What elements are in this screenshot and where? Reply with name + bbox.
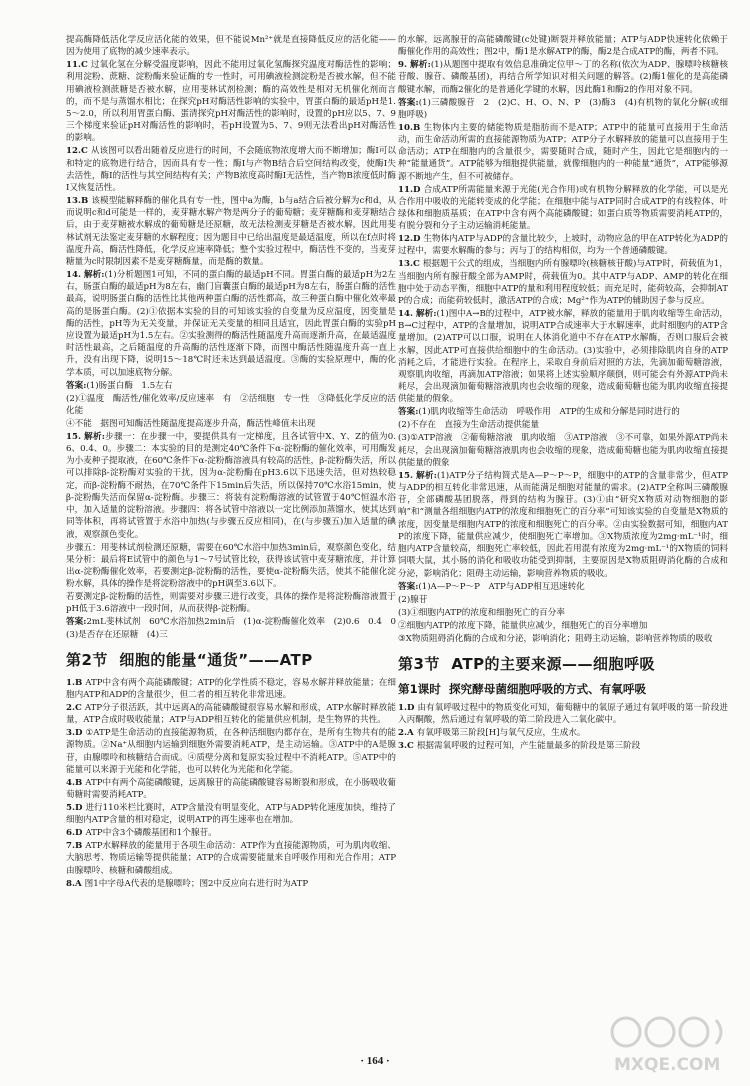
- answer-paragraph: [398, 34, 728, 58]
- answer-paragraph: [66, 542, 396, 591]
- answer-text: 合成ATP所需能量来源于光能(光合作用)或有机物分解释放的化学能，可以是光合作用中吸收的光能转变成的化学能；在细胞中能与ATP同时合成ATP的有线粒体、叶绿体和细胞质基质；在ATP中含有两个高能磷酸键；如蛋白质等物质需要消耗ATP的，有脱分裂和分子主动运输消耗能量。: [398, 184, 728, 232]
- answer-paragraph: [398, 184, 728, 233]
- answer-text: 提高酶降低活化学反应活化能的效果，但不能说Mn²⁺就是直接降低反应的活化能——因为使用了底物的减少速率表示。: [66, 35, 396, 58]
- question-number: 13.B: [66, 196, 89, 207]
- answer-paragraph: [398, 122, 728, 183]
- answer-text: (3)①细胞内ATP的浓度和细胞死亡的百分率: [398, 607, 565, 618]
- answer-label: 答案:: [398, 407, 419, 418]
- answer-text: 步骤一：在步骤一中，要提供具有一定梯度，且各试管中X、Y、Z的值为0.6、0.4、0。步骤二：本实验的目的是测定40℃条件下α-淀粉酶的催化效率，可用酶发为小麦种子提取液，在60℃条件下α-淀粉酶溶液具有较高的活性，β-淀粉酶失活，所以可以排除β-淀粉酶对实验的干扰，因为α-淀粉酶在pH3.6以下迅速失活，但对热较稳定，而β-淀粉酶不耐热，在70℃条件下15min后失活，所以保持70℃水浴15min，使β-淀粉酶失活而保留α-淀粉酶。步骤三：将装有淀粉酶溶液的试管置于40℃恒温水浴中，加入适量的淀粉溶液。步骤四：将各试管中溶液以一定比例添加蒸馏水，使其达到同等体积，再将试管置于水浴中加热(与步骤五反应相同)，在(与步骤五)加入适量的碘液，观察颜色变化。: [66, 431, 396, 540]
- answer-text: ATP中含3个磷酸基团和1个腺苷。: [85, 828, 217, 839]
- answer-text: (1)肌肉收缩等生命活动 呼吸作用 ATP的生成和分解是同时进行的: [418, 407, 680, 418]
- answer-paragraph: [66, 34, 396, 58]
- question-number: 6.D: [66, 828, 83, 839]
- answer-text: (1)A—P～P～P ATP与ADP相互迅速转化: [418, 581, 585, 592]
- question-number: 3.C: [398, 740, 414, 751]
- answer-text: 该模型能解释酶的催化具有专一性，图中a为酶，b与a结合后被分解为c和d，从而说明c和d可能是一样的，麦芽糖水解产物是两分子的葡萄糖；麦芽糖酶和麦芽糖结合后，由于麦芽糖被水解成的葡萄糖是还原糖，故无法检测麦芽糖是否被水解，因此用斐林试剂无法鉴定麦芽糖的水解程度；因为题目中已给出温度是最适温度，所以在f点时将温度升高，酶活性降低，化学反应速率降低；整个实验过程中，酶活性不变的，当麦芽糖量为c时限制因素不是麦芽糖酶量，而是酶的数量。: [66, 196, 396, 268]
- section-heading-atp: [66, 649, 396, 671]
- answer-text: ②细胞内ATP的浓度下降，能量供应减少，细胞死亡的百分率增加: [398, 620, 648, 631]
- question-number: 13.C: [398, 259, 420, 270]
- question-number: 14.: [66, 270, 81, 281]
- answer-paragraph: [398, 59, 728, 96]
- answer-text: (1)从题图中提取有效信息准确定位甲～丁的名称(依次为ADP、腺嘌呤核糖核苷酸、腺苷、磷酸基团)，再结合所学知识对相关问题的解答。(2)酶1催化的是高能磷酸键水解，而酶2催化的是普通化学键的水解，因此酶1和酶2的作用对象不同。: [398, 60, 728, 95]
- lesson-title: 探究酵母菌细胞呼吸的方式、有氧呼吸: [448, 681, 647, 696]
- question-number: 11.C: [66, 60, 88, 71]
- answer-text: (1)ATP分子结构简式是A—P～P～P，细胞中的ATP的含量非常少，但ATP与ADP的相互转化非常迅速，从而能满足细胞对能量的需求。(2)ATP全称叫三磷酸腺苷，全部磷酸基团脱落，得到的结构为腺苷。(3)①由“研究X物质对动物细胞的影响”和“测量各组细胞内ATP的浓度和细胞死亡的百分率”可知该实验的自变量是X物质的浓度，因变量是细胞内ATP的浓度和细胞死亡的百分率。②由实验数据可知，细胞内ATP的浓度下降，能量供应减少，使细胞死亡率增加。③X物质浓度为2mg·mL⁻¹时，细胞内ATP含量较高，细胞死亡率较低，因此若用混有浓度为2mg·mL⁻¹的X物质的饲料饲喂大鼠，其小肠的消化和吸收功能受到抑制，主要原因是X物质阻碍消化酶的合成和分泌，影响消化；阻碍主动运输，影响营养物质的吸收。: [398, 470, 728, 579]
- question-number: 5.D: [66, 802, 83, 813]
- section-prefix: 第3节: [398, 654, 440, 673]
- question-number: 14.: [398, 309, 413, 320]
- answer-text: (2)不存在 直接为生命活动提供能量: [398, 420, 540, 431]
- answer-text: 根据需氧呼吸的过程可知，产生能量最多的阶段是第三阶段: [416, 740, 641, 751]
- answer-label: 解析:: [415, 309, 437, 320]
- section-heading-respiration: [398, 653, 728, 675]
- answer-paragraph: [398, 97, 728, 121]
- answer-text: 进行110米栏比赛时，ATP含量没有明显变化，ATP与ADP转化速度加快，维持了细胞内ATP含量的相对稳定，说明ATP的再生速率也在增加。: [66, 802, 396, 826]
- question-number: 15.: [66, 431, 81, 442]
- answer-paragraph: [398, 740, 728, 752]
- answer-text: 若要测定β-淀粉酶的活性，则需要对步骤三进行改变，具体的操作是将淀粉酶溶液置于pH低于3.6溶液中一段时间，从而获得β-淀粉酶。: [66, 592, 396, 615]
- answer-paragraph: [66, 380, 396, 392]
- answer-paragraph: [66, 677, 396, 701]
- answer-paragraph: [398, 308, 728, 406]
- answer-paragraph: [66, 591, 396, 615]
- answer-paragraph: [66, 616, 396, 640]
- answer-text: ATP水解释放的能量用于各项生命活动：ATP作为直接能源物质，可为肌肉收缩、大脑思考、物质运输等提供能量；ATP的合成需要能量来自呼吸作用和光合作用；ATP由腺嘌呤、核糖和磷酸组成。: [66, 841, 396, 876]
- answer-text: 由有氧呼吸过程中的物质变化可知，葡萄糖中的氧原子通过有氧呼吸的第一阶段进入丙酮酸，然后通过有氧呼吸的第二阶段进入二氧化碳中。: [398, 702, 728, 725]
- answer-text: ATP分子很活跃，其中远离A的高能磷酸键很容易水解和形成，ATP水解时释放能量，ATP合成时吸收能量；ATP与ADP相互转化的能量供应机制，是生物界的共性。: [66, 702, 396, 726]
- answer-paragraph: [66, 840, 396, 877]
- question-number: 7.B: [66, 841, 83, 852]
- section2-answers: [66, 677, 396, 890]
- answer-text: ④不能 据图可知酶活性随温度提高逐步升高，酶活性峰值未出现: [66, 418, 316, 429]
- answer-text: 根据题干公式的组成，当细胞内所有腺嘌呤(核糖核苷酸)与ATP时，荷载值为1，当细胞内所有腺苷酸全部为AMP时，荷载值为0。其中ATP与ADP、AMP的转化在细胞中处于动态平衡，细胞中ATP的量和利用程度较低；而充足时，能荷较高，会抑制ATP的合成；而能荷较低时，激活ATP的合成；Mg²⁺作为ATP的辅助因子参与反应。: [398, 259, 728, 307]
- answer-text: 图1中字母A代表的是腺嘌呤；图2中反应向右进行时为ATP: [84, 878, 309, 889]
- answer-paragraph: [398, 432, 728, 469]
- answer-paragraph: [398, 633, 728, 645]
- answer-text: 步骤五：用斐林试剂检测还原糖，需要在60℃水浴中加热3min后，观察颜色变化，结果分析：最后将E试管中的颜色与1～7号试管比较，获得该试管中麦芽糖浓度，并计算出α-淀粉酶催化效率，若要测定β-淀粉酶的活性，要使α-淀粉酶失活，使其不能催化淀粉水解，具体的操作是将淀粉溶液中的pH调至3.6以下。: [66, 542, 396, 590]
- answer-paragraph: [66, 418, 396, 430]
- question-number: 11.D: [398, 184, 421, 195]
- question-number: 2.C: [66, 702, 82, 713]
- answer-paragraph: [66, 269, 396, 379]
- answer-text: 生物体内ATP与ADP的含量比较少，上坡时，动物应急的甲在ATP转化为ADP的过程中，需要水解酶的参与；丙与丁的结构相似，均为一个普通磷酸键。: [398, 234, 728, 257]
- question-number: 1.B: [66, 677, 83, 688]
- answer-text: 2mL斐林试剂 60℃水浴加热2min后 (1)α-淀粉酶催化效率 (2)0.6 0.4 0 (3)是否存在还原糖 (4)三: [66, 617, 396, 640]
- answer-paragraph: [66, 727, 396, 776]
- question-number: 8.A: [66, 878, 82, 889]
- question-number: 3.D: [66, 728, 83, 739]
- question-number: 1.D: [398, 702, 415, 713]
- answer-paragraph: [66, 59, 396, 144]
- answer-paragraph: [398, 406, 728, 418]
- section-title: 细胞的能量“通货”——ATP: [119, 650, 313, 669]
- answer-paragraph: [398, 258, 728, 307]
- answer-text: 有氧呼吸第三阶段[H]与氧气反应，生成水。: [416, 727, 586, 738]
- answer-text: (2)①温度 酶活性/催化效率/反应速率 有 ②活细胞 专一性 ③降低化学反应的活化能: [66, 393, 396, 416]
- answer-paragraph: [398, 620, 728, 632]
- question-number: 2.A: [398, 727, 414, 738]
- section-prefix: 第2节: [66, 650, 108, 669]
- page-number-value: 164: [366, 1055, 384, 1067]
- answer-paragraph: [66, 145, 396, 194]
- answer-text: ①ATP是生命活动的直接能源物质，在各种活细胞内都存在，是所有生物共有的能源物质。②Na⁺从细胞内运输到细胞外需要消耗ATP，是主动运输。③ATP中的A是腺苷，由腺嘌呤和核糖结合而成。④质壁分离和复原实验过程中不消耗ATP。⑤ATP中的能量可以来源于光能和化学能，也可以转化为光能和化学能。: [66, 728, 396, 775]
- answer-text: ATP中有两个高能磷酸键，远离腺苷的高能磷酸键容易断裂和形成，在小肠吸收葡萄糖时需要消耗ATP。: [66, 777, 396, 800]
- question-number: 12.C: [66, 146, 88, 157]
- answer-paragraph: [398, 581, 728, 593]
- answer-text: 过氧化氢在分解受温度影响，因此不能用过氧化氢酶探究温度对酶活性的影响；利用淀粉、蔗糖、淀粉酶来验证酶的专一性时，可用碘液检测淀粉是否被水解，但不能用碘液检测蔗糖是否被水解，应用斐林试剂检测；酶的高效性是相对无机催化剂而言的，而不是与蒸馏水相比；在探究pH对酶活性影响的实验中，胃蛋白酶的最适pH是1.5～2.0，所以利用胃蛋白酶、蛋清探究pH对酶活性的影响时，设置的pH应以5、7、9三个梯度来验证pH对酶活性的影响时，若pH设置为5、7、9则无法看出pH对酶活性的影响。: [66, 60, 396, 144]
- answer-text: (1)分析题图1可知，不同的蛋白酶的最适pH不同。胃蛋白酶的最适pH为2左右，肠蛋白酶的最适pH为8左右，幽门盲囊蛋白酶的最适pH为8左右，肠蛋白酶的活性最高，说明肠蛋白酶的活性比其他两种蛋白酶的活性都高，故三种蛋白酶中催化效率最高的是肠蛋白酶。(2)①依据本实验的目的可知该实验的自变量为反应温度，因变量是酶的活性，pH等为无关变量，并保证无关变量的相同且适宜，因此胃蛋白酶的实验pH应设置为最适pH为1.5左右。②实验测得的酶活性随温度升高而逐渐升高，在最适温度时活性最高，之后随温度的升高酶的活性逐渐下降，而图中酶活性随温度升高一直上升，没有出现下降，说明15～18℃时还未达到最适温度。③酶的实验原理中，酶的化学本质，可以加速底物分解。: [66, 270, 396, 378]
- right-column: [398, 34, 728, 1039]
- lesson-prefix: 第1课时: [398, 681, 441, 696]
- answer-label: 解析:: [83, 270, 105, 281]
- answer-paragraph: [398, 607, 728, 619]
- answer-paragraph: [66, 802, 396, 826]
- answer-text: (2)腺苷: [398, 594, 428, 605]
- answer-paragraph: [66, 393, 396, 417]
- question-number: 12.D: [398, 234, 421, 245]
- page-number: · 164 ·: [360, 1055, 390, 1067]
- answer-paragraph: [66, 702, 396, 726]
- left-column: [66, 34, 396, 1039]
- answer-paragraph: [398, 727, 728, 739]
- answer-text: 生物体内主要的储能物质是脂肪而不是ATP；ATP中的能量可直接用于生命活动，而生命活动所需的直接能源物质为ATP；ATP分子水解释放的能量可以直接用于生命活动；ATP在细胞内的含量很少，需要随时合成，随时产生，因此它是细胞内的一种“能量通货”。ATP能够为细胞提供能量，就像细胞内的一种能量“通货”，ATP能够源源不断地产生，但不可被储存。: [398, 122, 728, 182]
- answer-label: 解析:: [415, 470, 437, 481]
- answer-label: 解析:: [409, 60, 431, 71]
- question-number: 15.: [398, 470, 413, 481]
- answer-label: 答案:: [398, 97, 419, 108]
- question-number: 10.B: [398, 122, 421, 133]
- answer-paragraph: [66, 777, 396, 801]
- answer-paragraph: [398, 419, 728, 431]
- answer-paragraph: [66, 827, 396, 839]
- answer-paragraph: [66, 431, 396, 541]
- answer-text: ③X物质阻碍消化酶的合成和分泌，影响消化；阻碍主动运输，影响营养物质的吸收: [398, 633, 713, 644]
- answer-label: 解析:: [83, 431, 105, 442]
- answer-label: 答案:: [66, 380, 87, 391]
- answer-text: (3)①ATP溶液 ②葡萄糖溶液 肌肉收缩 ③ATP溶液 ③不可靠，如果外源ATP尚未耗尽，会出现滴加葡萄糖溶液肌肉也会收缩的现象，造成葡萄糖也能为肌肉收缩直接提供能量的假象: [398, 433, 728, 468]
- question-number: 9.: [398, 60, 407, 71]
- watermark-logo: [606, 1008, 736, 1078]
- answer-paragraph: [398, 233, 728, 257]
- answer-paragraph: [66, 878, 396, 890]
- section3-answers: [398, 702, 728, 752]
- answer-label: 答案:: [66, 617, 87, 628]
- watermark-text: MXQE.COM: [614, 1055, 721, 1075]
- answer-paragraph: [398, 594, 728, 606]
- answer-text: (1)肠蛋白酶 1.5左右: [86, 380, 173, 391]
- answer-label: 答案:: [398, 581, 419, 592]
- section-title: ATP的主要来源——细胞呼吸: [451, 654, 656, 673]
- answer-text: 的水解，远离腺苷的高能磷酸键(c处键)断裂并释放能量；ATP与ADP快速转化依赖于酶催化作用的高效性；图2中，酶1是水解ATP的酶，酶2是合成ATP的酶，两者不同。: [398, 35, 728, 58]
- answer-text: ATP中含有两个高能磷酸键；ATP的化学性质不稳定，容易水解并释放能量；在细胞内ATP和ADP的含量很少，但二者的相互转化非常迅速。: [66, 677, 396, 700]
- answer-text: 从该图可以看出随着反应进行的时间，不会随底物浓度增大而不断增加；酶Ⅰ可以和特定的底物进行结合，因而具有专一性；酶Ⅰ与产物B结合后空间结构改变，使酶Ⅰ失去活性，酶Ⅰ的活性与其空间结构有关；产物B浓度高时酶Ⅰ无活性，当产物B浓度低时酶Ⅰ又恢复活性。: [66, 146, 396, 194]
- answer-paragraph: [398, 470, 728, 580]
- lesson-heading: [398, 681, 728, 698]
- answer-paragraph: [66, 195, 396, 268]
- answer-text: (1)三磷酸腺苷 2 (2)C、H、O、N、P (3)酶3 (4)有机物的氧化分解(或细胞呼吸): [398, 97, 728, 120]
- question-number: 4.B: [66, 777, 83, 788]
- right-answers: [398, 34, 728, 645]
- answer-text: (1)图中A→B的过程中，ATP被水解，释放的能量用于肌肉收缩等生命活动，B→C过程中，ATP的含量增加，说明ATP合成速率大于水解速率，此时细胞内的ATP含量增加。(2)ATP可以口服，说明在人体消化道中不存在ATP水解酶，否则口服后会被水解，因此ATP可直接供给细胞中的生命活动。(3)实验中，必须排除肌肉自身的ATP消耗之后，才能进行实验。在程序上，采取自身前后对照的方法，先滴加葡萄糖溶液，观察肌肉收缩，再滴加ATP溶液；如果将上述实验顺序颠倒，则可能会有外源ATP尚未耗尽，会出现滴加葡萄糖溶液肌肉也会收缩的现象，造成葡萄糖也能为肌肉收缩直接提供能量的假象。: [398, 309, 728, 405]
- left-answers: [66, 34, 396, 641]
- answer-paragraph: [398, 702, 728, 726]
- watermark-icon: [606, 1008, 736, 1078]
